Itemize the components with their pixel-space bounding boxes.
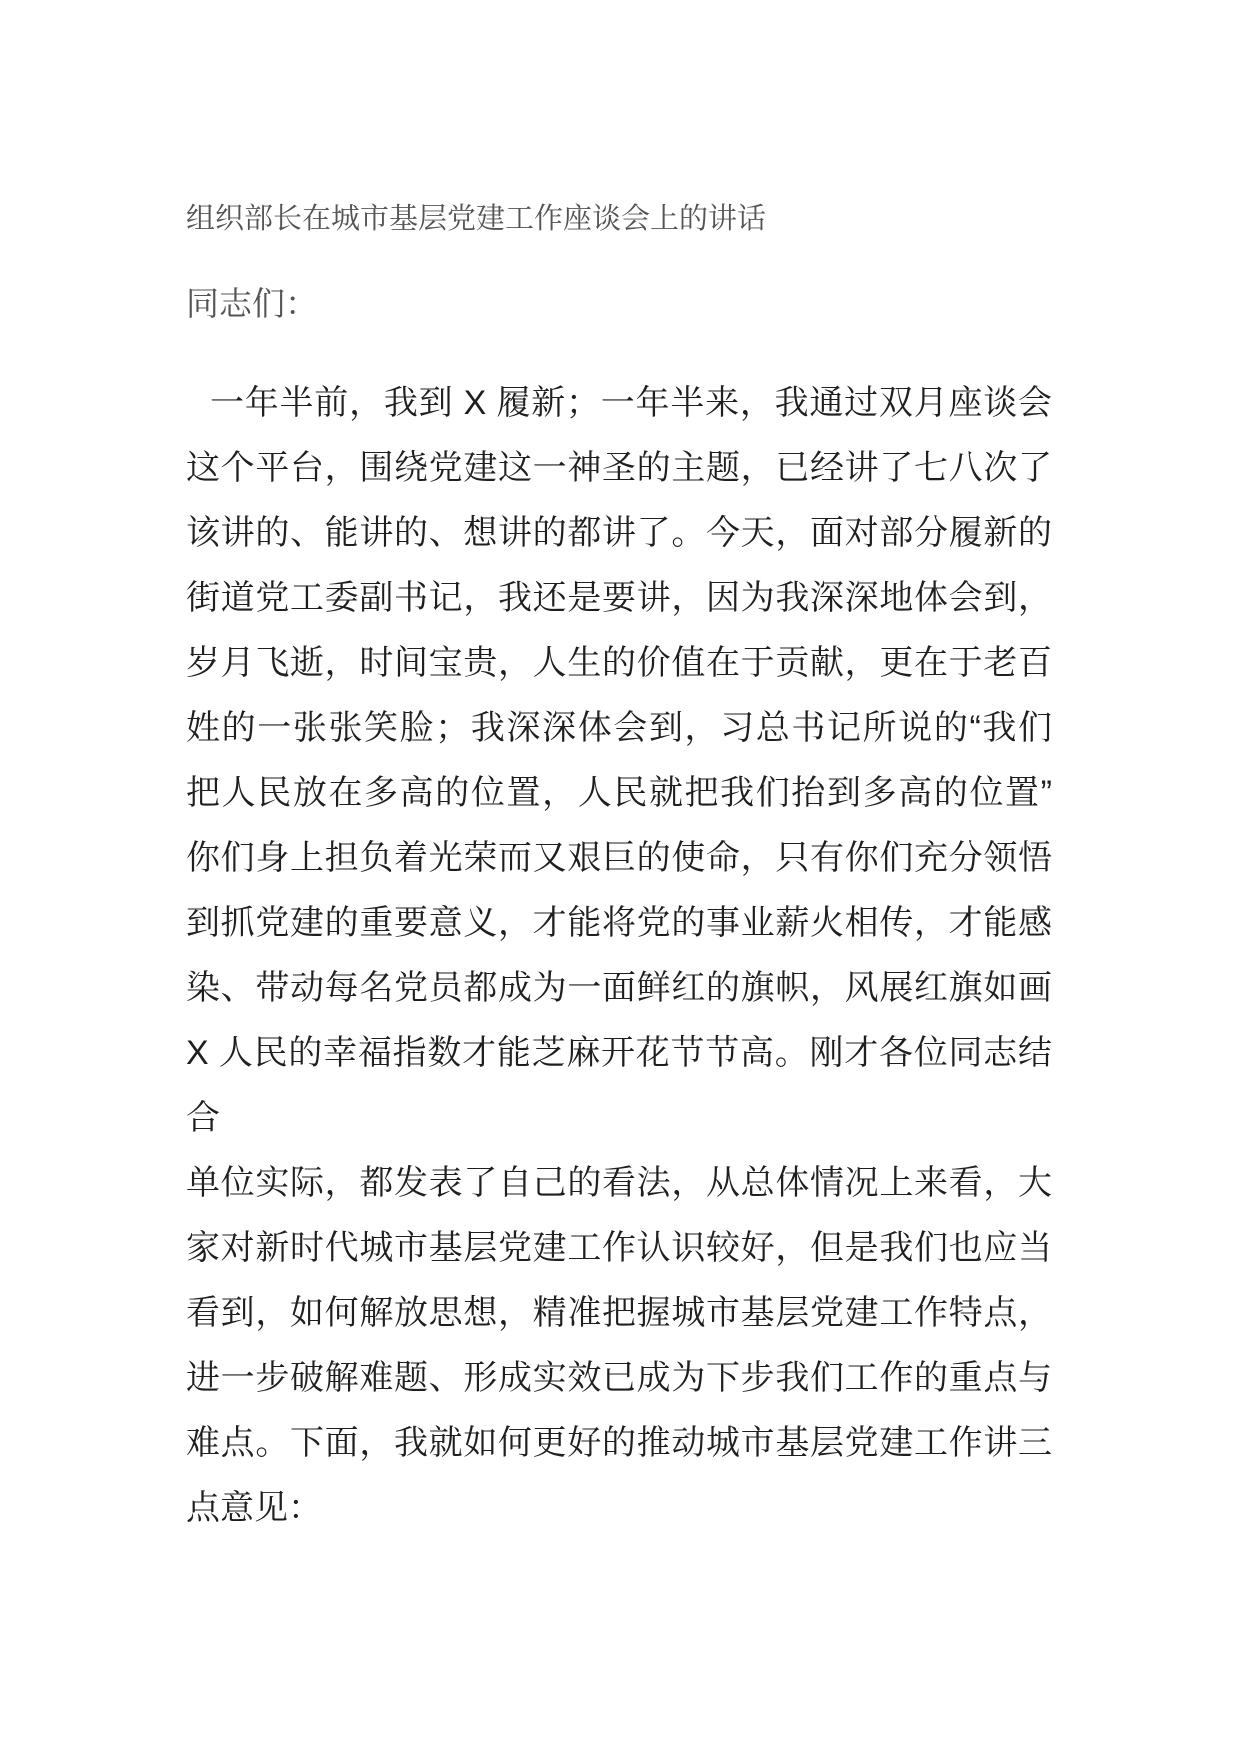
paragraph-line: 点意见： xyxy=(186,1489,322,1527)
paragraph-line: X 人民的幸福指数才能芝麻开花节节高。刚才各位同志结合 xyxy=(186,1034,1052,1137)
paragraph-line: 把人民放在多高的位置，人民就把我们抬到多高的位置” xyxy=(186,774,1052,812)
paragraph-line: 姓的一张张笑脸；我深深体会到，习总书记所说的“我们 xyxy=(186,709,1052,747)
paragraph-line: 该讲的、能讲的、想讲的都讲了。今天，面对部分履新的 xyxy=(186,514,1052,552)
paragraph-line: 岁月飞逝，时间宝贵，人生的价值在于贡献，更在于老百 xyxy=(186,644,1052,682)
paragraph-line: 家对新时代城市基层党建工作认识较好，但是我们也应当 xyxy=(186,1229,1052,1267)
paragraph-line: 到抓党建的重要意义，才能将党的事业薪火相传，才能感 xyxy=(186,904,1052,942)
paragraph-line: 单位实际，都发表了自己的看法，从总体情况上来看，大 xyxy=(186,1164,1052,1202)
paragraph-line: 看到，如何解放思想，精准把握城市基层党建工作特点， xyxy=(186,1294,1052,1332)
document-title: 组织部长在城市基层党建工作座谈会上的讲话 xyxy=(186,203,767,235)
paragraph-line: 进一步破解难题、形成实效已成为下步我们工作的重点与 xyxy=(186,1359,1052,1397)
speech-paragraph xyxy=(186,371,1052,1541)
paragraph-line: 一年半前，我到 X 履新；一年半来，我通过双月座谈会 xyxy=(210,384,1052,422)
paragraph-line: 街道党工委副书记，我还是要讲，因为我深深地体会到， xyxy=(186,579,1052,617)
paragraph-line: 这个平台，围绕党建这一神圣的主题，已经讲了七八次了 xyxy=(186,449,1052,487)
paragraph-line: 染、带动每名党员都成为一面鲜红的旗帜，风展红旗如画 xyxy=(186,969,1052,1007)
paragraph-line: 你们身上担负着光荣而又艰巨的使命，只有你们充分领悟 xyxy=(186,839,1052,877)
paragraph-line: 难点。下面，我就如何更好的推动城市基层党建工作讲三 xyxy=(186,1424,1052,1462)
salutation: 同志们： xyxy=(186,285,318,322)
